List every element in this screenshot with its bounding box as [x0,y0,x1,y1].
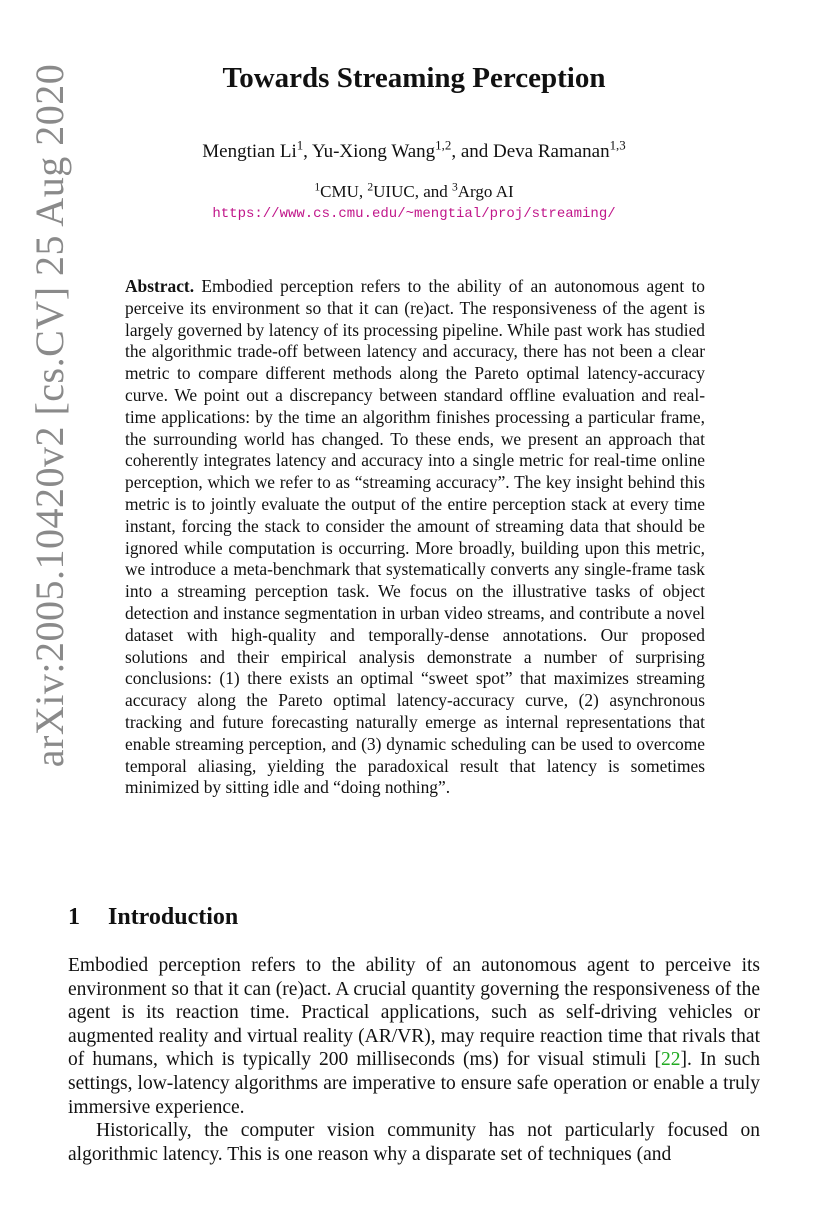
project-url-link[interactable]: https://www.cs.cmu.edu/~mengtial/proj/streaming/ [212,206,616,222]
intro-text: Embodied perception refers to the ability of an autonomous agent to perceive its environment so that it can (re)act. A crucial quantity governing the responsiveness of the agent is its reaction time. Practical applications, such as self-driving vehicles or augmented reality and virtual reality (AR/VR), may require reaction time that rivals that of humans, which is typically 200 milliseconds (ms) for visual stimuli [ [68,955,760,1071]
affiliation-marker: 1 [314,180,321,194]
affiliation-list [0,182,828,202]
intro-paragraph-2 [68,1119,760,1166]
paper-title: Towards Streaming Perception [222,62,606,94]
author-separator: , [303,141,312,162]
intro-paragraph-1 [68,954,760,1119]
abstract-text: Embodied perception refers to the ability of an autonomous agent to perceive its environment so that it can (re)act. The responsiveness of the agent is largely governed by latency of its processing pipeline. While past work has studied the algorithmic trade-off between latency and accuracy, there has not been a clear metric to compare different methods along the Pareto optimal latency-accuracy curve. We point out a discrepancy between standard offline evaluation and real-time applications: by the time an algorithm finishes processing a particular frame, the surrounding world has changed. To these ends, we present an approach that coherently integrates latency and accuracy into a single metric for real-time online perception, which we refer to as “streaming accuracy”. The key insight behind this metric is to jointly evaluate the output of the entire perception stack at every time instant, forcing the stack to consider the amount of streaming data that should be ignored while computation is occurring. More broadly, building upon this metric, we introduce a meta-benchmark that systematically converts any single-frame task into a streaming perception task. We focus on the illustrative tasks of object detection and instance segmentation in urban video streams, and contribute a novel dataset with high-quality and temporally-dense annotations. Our proposed solutions and their empirical analysis demonstrate a number of surprising conclusions: (1) there exists an optimal “sweet spot” that maximizes streaming accuracy along the Pareto optimal latency-accuracy curve, (2) asynchronous tracking and future forecasting naturally emerge as internal representations that enable streaming perception, and (3) dynamic scheduling can be used to overcome temporal aliasing, yielding the paradoxical result that latency is sometimes minimized by sitting idle and “doing nothing”. [125,276,705,798]
author-name: Yu-Xiong Wang [311,141,436,162]
introduction-body [68,954,760,1166]
abstract [125,276,705,799]
section-number: 1 [68,904,80,930]
author-name: Mengtian Li [202,141,297,162]
affiliation-name: Argo AI [457,182,514,201]
affiliation-marker: 3 [451,180,458,194]
author-affiliation-marker: 1 [296,137,304,153]
abstract-label: Abstract. [125,276,195,296]
arxiv-identifier-stamp [24,60,76,770]
intro-text: ]. In such settings, low-latency algorithms are imperative to ensure safe operation or enable a truly immersive experience. [68,1049,760,1118]
affiliation-name: UIUC [373,182,415,201]
author-affiliation-marker: 1,2 [435,137,452,153]
author-name: Deva Ramanan [493,141,610,162]
author-affiliation-marker: 1,3 [609,137,626,153]
arxiv-identifier-text: arXiv:2005.10420v2 [cs.CV] 25 Aug 2020 [27,63,73,767]
section-heading [68,904,238,931]
intro-text: Historically, the computer vision community has not particularly focused on algorithmic latency. This is one reason why a disparate set of techniques (and [68,1120,760,1165]
affiliation-marker: 2 [367,180,374,194]
author-separator: , and [451,141,493,162]
section-title: Introduction [108,904,239,930]
author-list [0,137,828,163]
affiliation-name: CMU [320,182,359,201]
citation-link[interactable]: 22 [661,1049,681,1071]
affiliation-separator: , [358,182,368,201]
affiliation-separator: , and [414,182,452,201]
